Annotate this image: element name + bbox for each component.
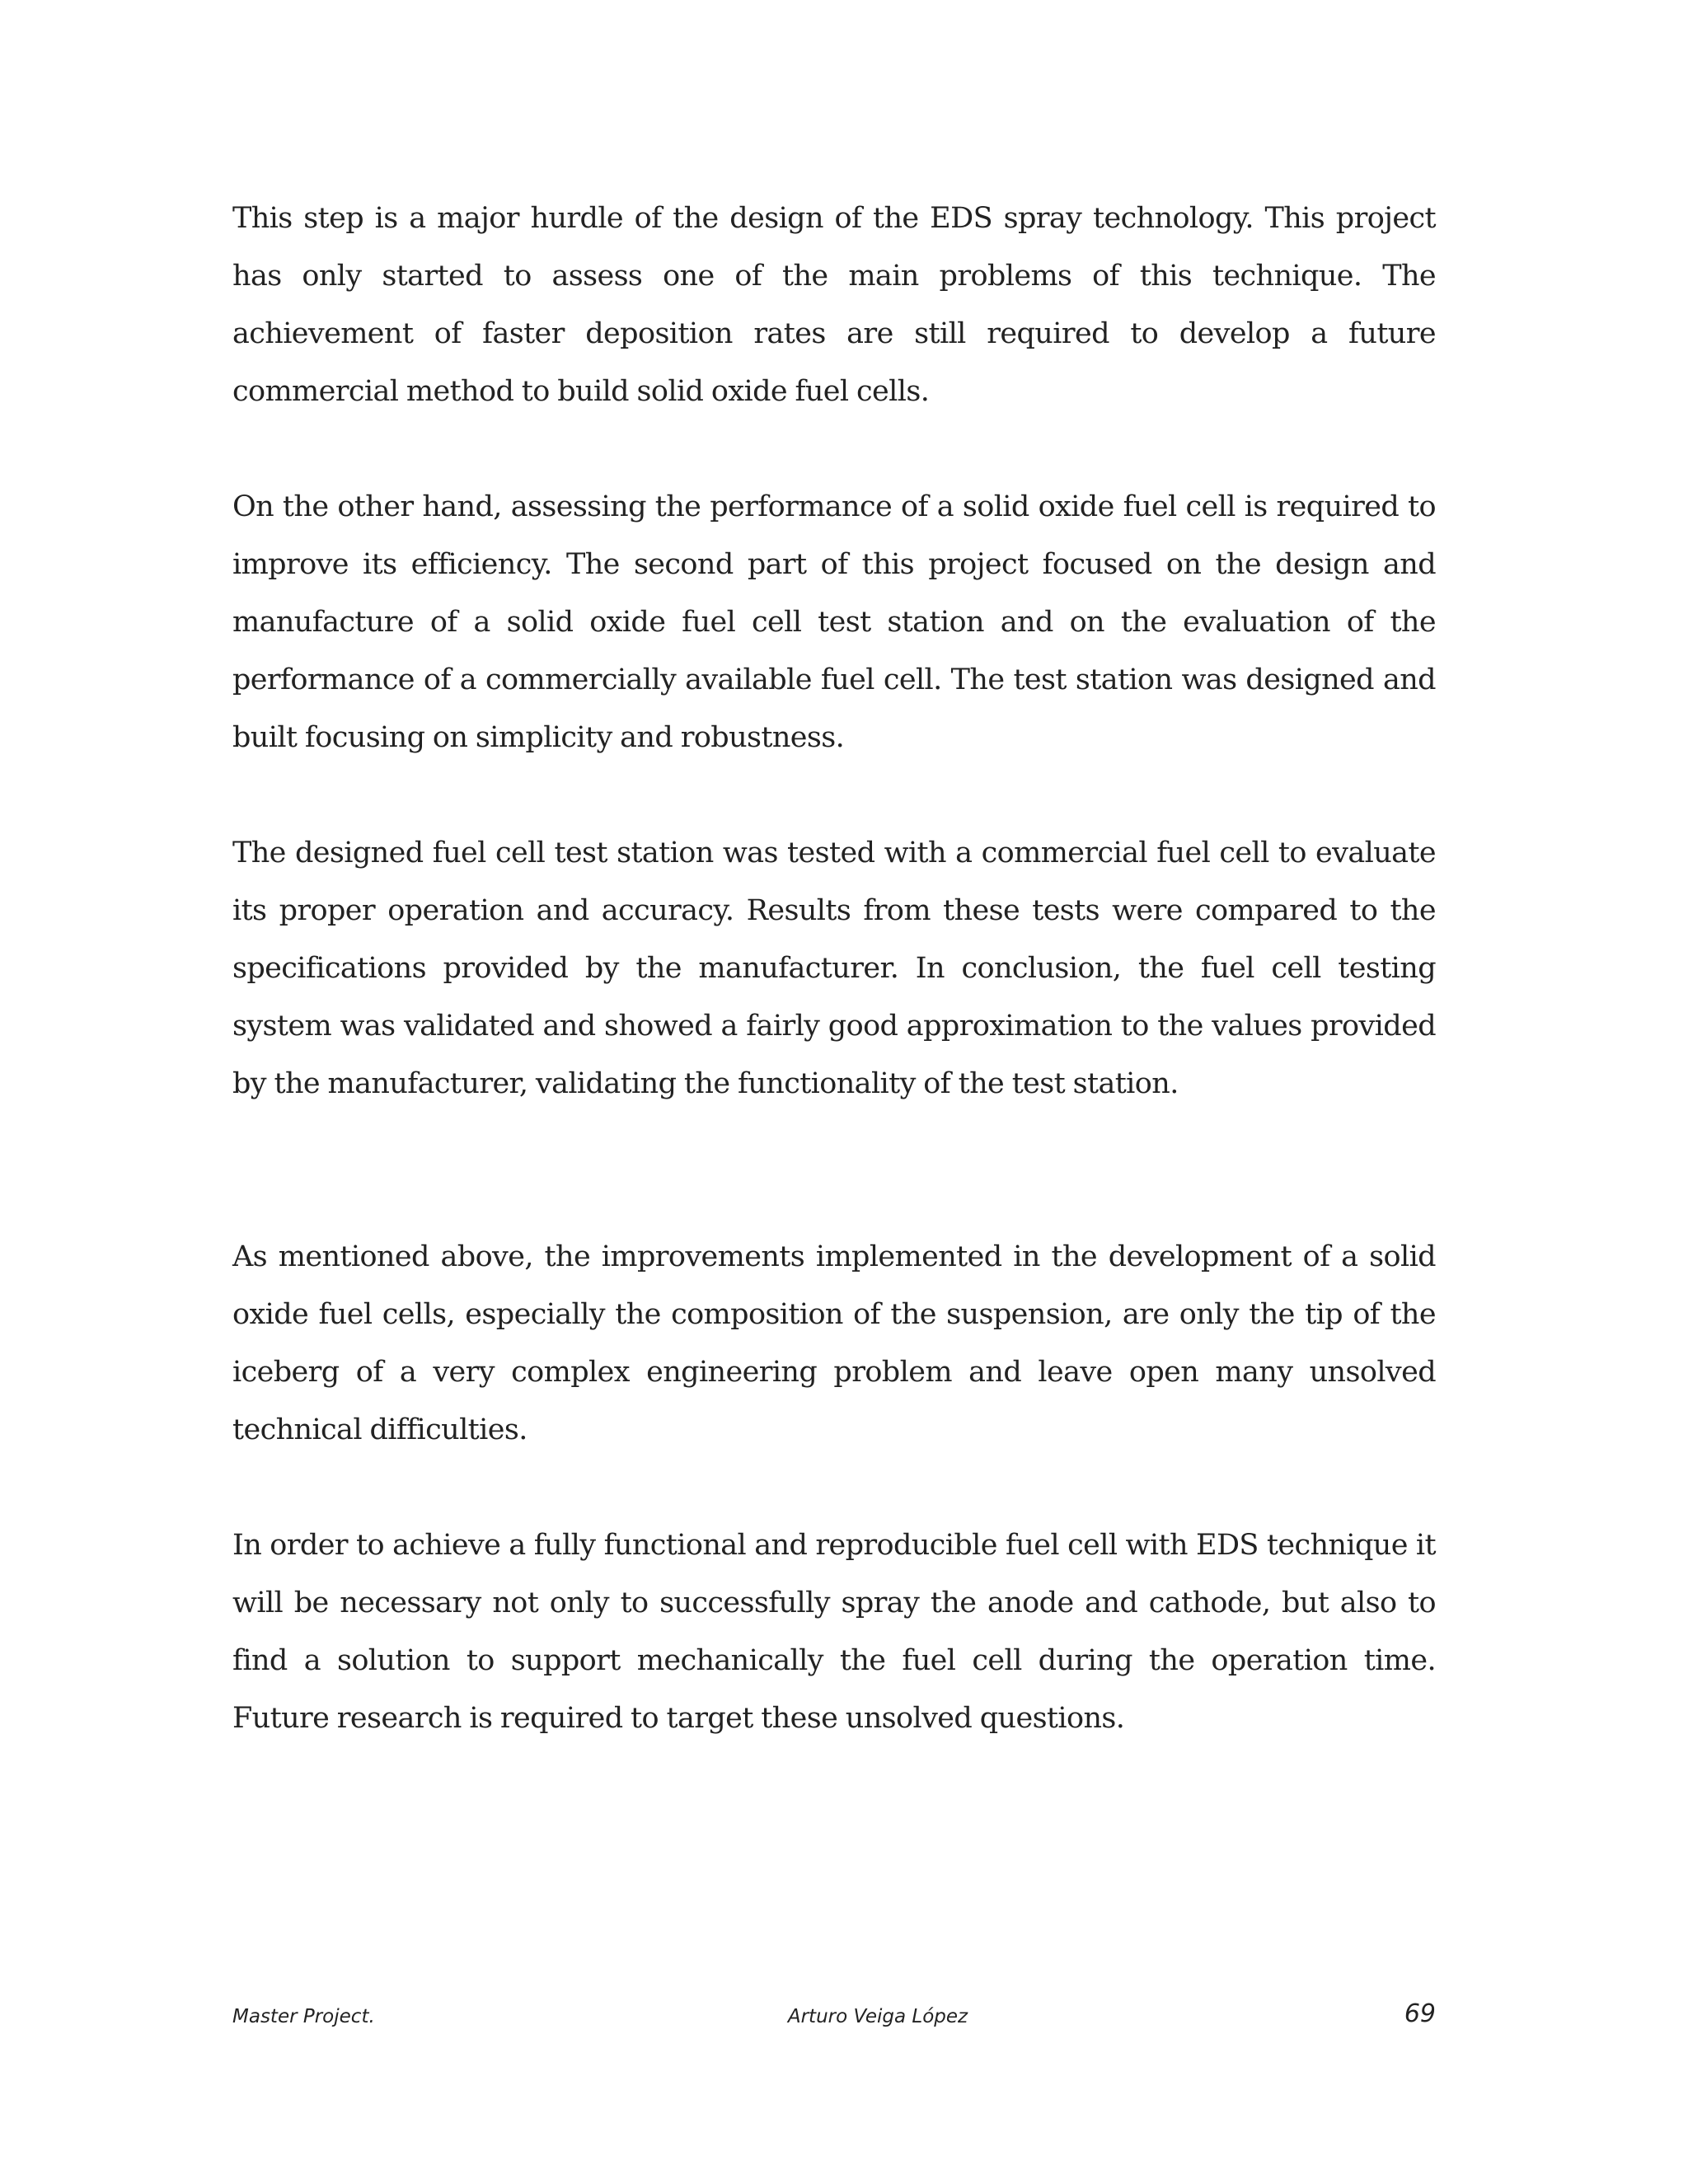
body-text <box>232 190 1436 1747</box>
paragraph-test-station-design: On the other hand, assessing the performance of a solid oxide fuel cell is required to improve its efficiency. The second part of this project focused on the design and manufacture of a solid oxide fuel cell test station and on the evaluation of the performance of a commercially available fuel cell. The test station was designed and built focusing on simplicity and robustness. <box>232 490 1436 754</box>
paragraph-improvements: As mentioned above, the improvements implemented in the development of a solid oxide fuel cells, especially the composition of the suspension, are only the tip of the iceberg of a very complex engineering problem and leave open many unsolved technical difficulties. <box>232 1240 1436 1446</box>
paragraph-future-research: In order to achieve a fully functional and reproducible fuel cell with EDS technique it will be necessary not only to successfully spray the anode and cathode, but also to find a solution to support mechanically the fuel cell during the operation time. Future research is required to target these unsolved questions. <box>232 1529 1436 1735</box>
footer-project-label: Master Project. <box>232 2006 375 2027</box>
paragraph-test-station-validation: The designed fuel cell test station was tested with a commercial fuel cell to evaluate its proper operation and accuracy. Results from these tests were compared to the specifications provided by the manufacturer. In conclusion, the fuel cell testing system was validated and showed a fairly good approximation to the values provided by the manufacturer, validating the functionality of the test station. <box>232 837 1436 1100</box>
page-number: 69 <box>1404 1999 1436 2028</box>
footer-author: Arturo Veiga López <box>787 2006 968 2027</box>
paragraph-eds-hurdle: This step is a major hurdle of the design of the EDS spray technology. This project has only started to assess one of the main problems of this technique. The achievement of faster deposition rates are still required to develop a future commercial method to build solid oxide fuel cells. <box>232 202 1436 408</box>
